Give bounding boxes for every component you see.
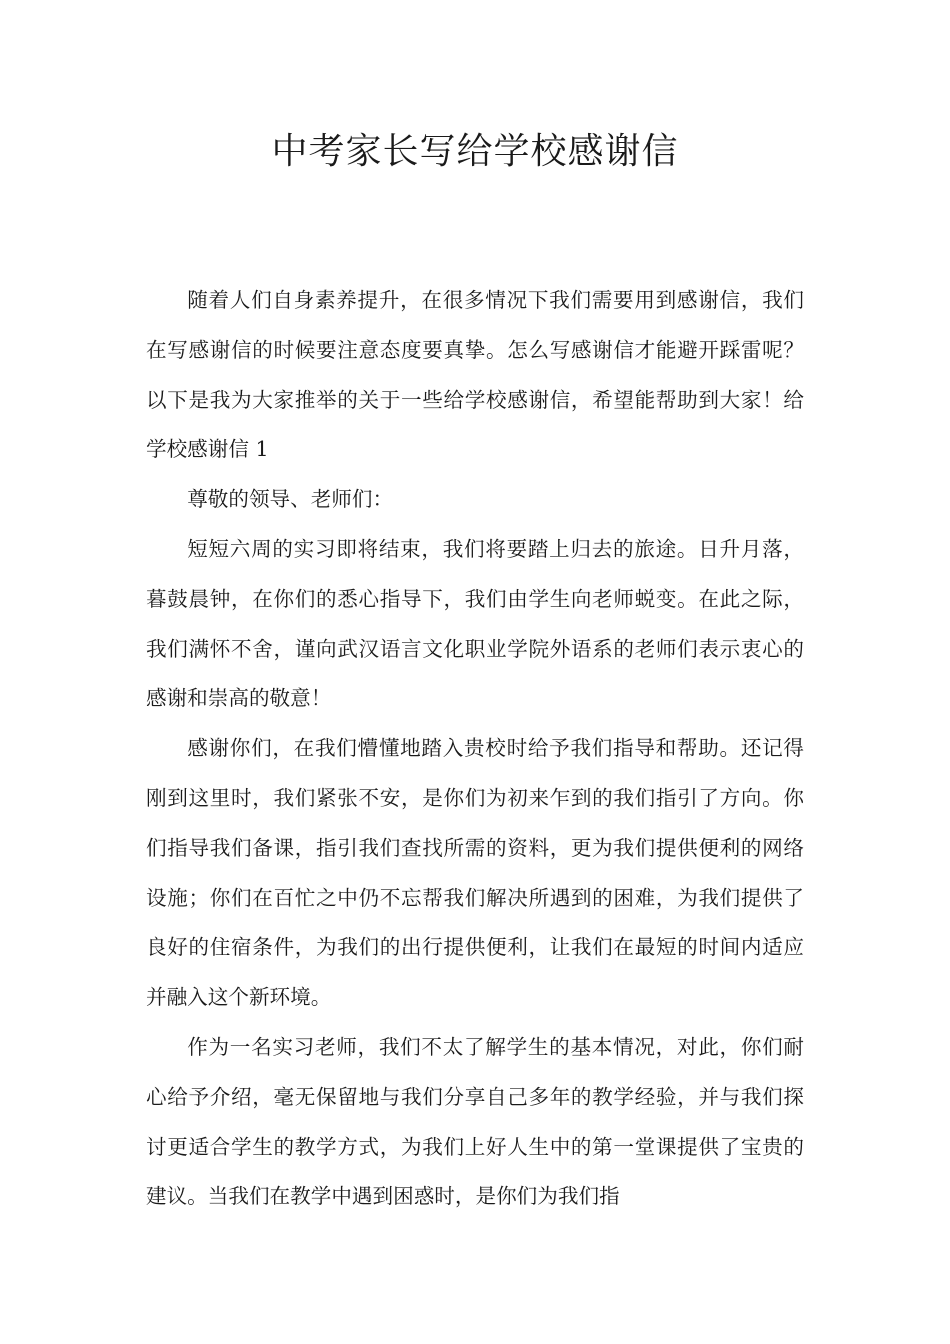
paragraph-internship-ending: 短短六周的实习即将结束，我们将要踏上归去的旅途。日升月落，暮鼓晨钟，在你们的悉心指导下，我们由学生向老师蜕变。在此之际，我们满怀不舍，谨向武汉语言文化职业学院外语系的老师们表示衷心的感谢和崇高的敬意！ [146, 536, 804, 711]
paragraph-thanks-guidance: 感谢你们，在我们懵懂地踏入贵校时给予我们指导和帮助。还记得刚到这里时，我们紧张不安，是你们为初来乍到的我们指引了方向。你们指导我们备课，指引我们查找所需的资料，更为我们提供便利的网络设施；你们在百忙之中仍不忘帮我们解决所遇到的困难，为我们提供了良好的住宿条件，为我们的出行提供便利，让我们在最短的时间内适应并融入这个新环境。 [146, 736, 804, 1010]
document-title: 中考家长写给学校感谢信 [271, 131, 679, 172]
paragraph-salutation: 尊敬的领导、老师们： [187, 487, 394, 512]
paragraph-intro: 随着人们自身素养提升，在很多情况下我们需要用到感谢信，我们在写感谢信的时候要注意态度要真挚。怎么写感谢信才能避开踩雷呢？以下是我为大家推举的关于一些给学校感谢信，希望能帮助到大家！给学校感谢信 1 [146, 288, 804, 462]
document-body [146, 276, 804, 1222]
paragraph-teaching-experience: 作为一名实习老师，我们不太了解学生的基本情况，对此，你们耐心给予介绍，毫无保留地与我们分享自己多年的教学经验，并与我们探讨更适合学生的教学方式，为我们上好人生中的第一堂课提供了宝贵的建议。当我们在教学中遇到困惑时，是你们为我们指 [146, 1034, 804, 1209]
